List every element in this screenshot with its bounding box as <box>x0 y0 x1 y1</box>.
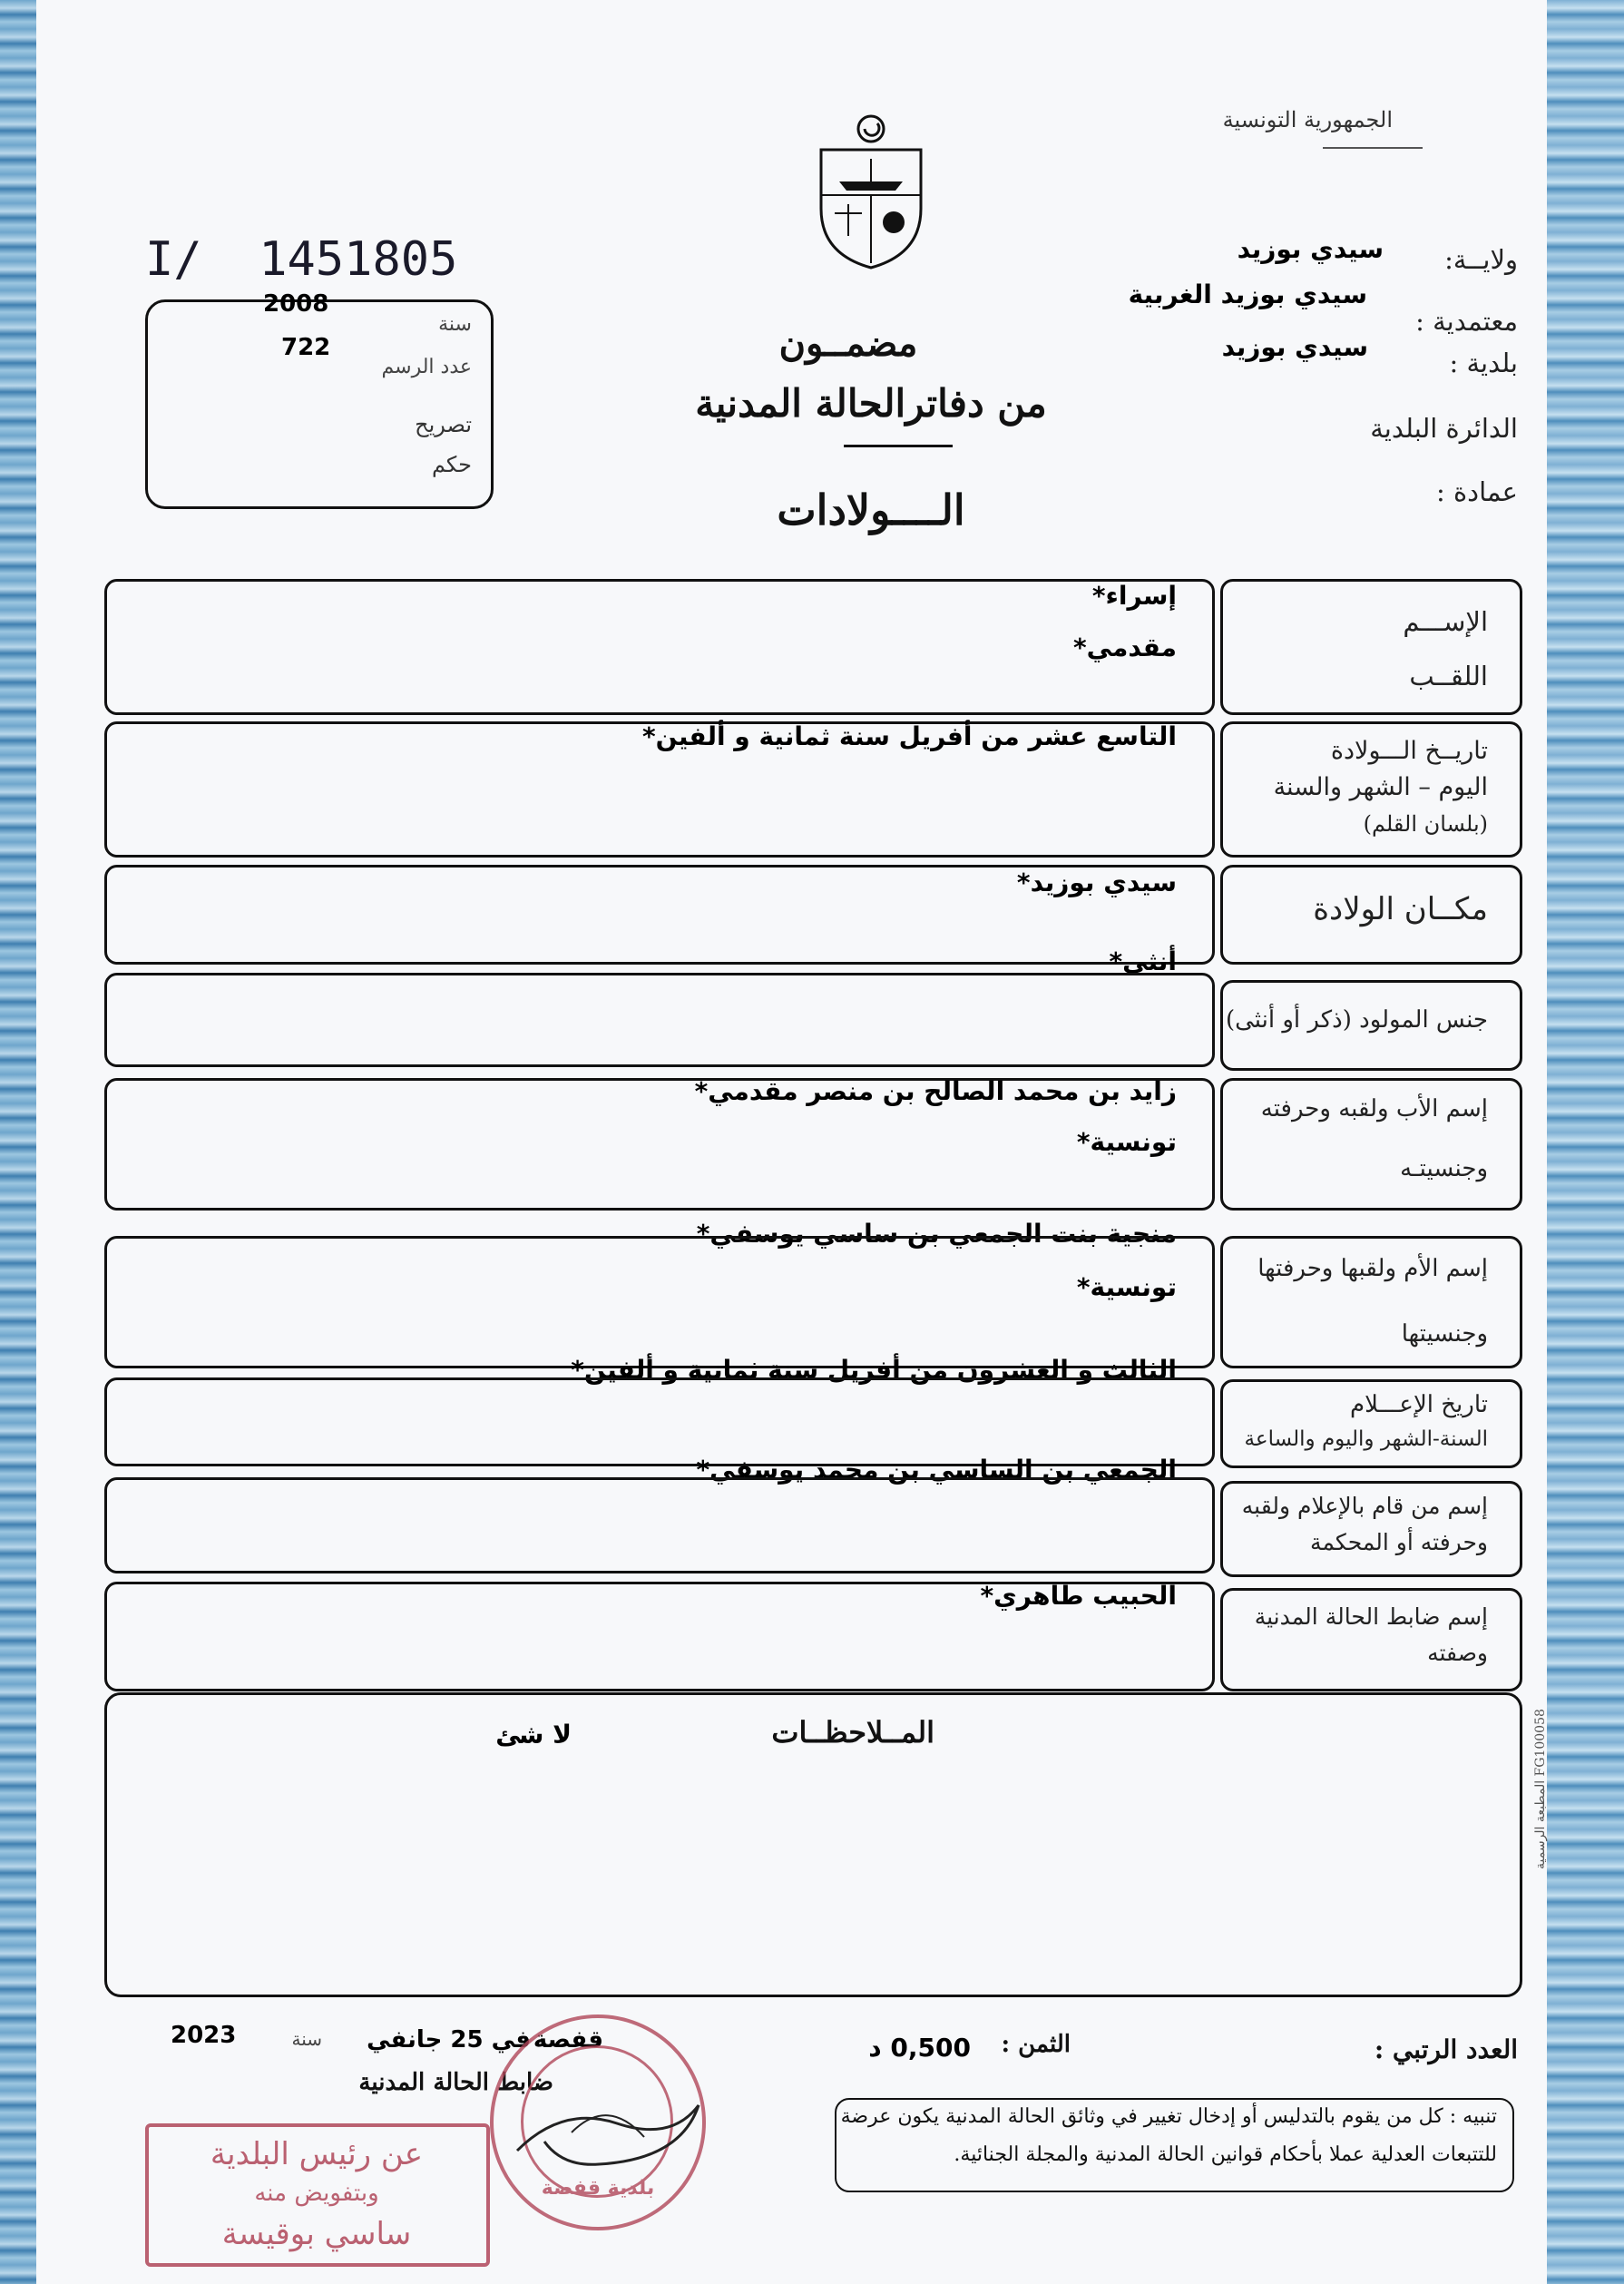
dob-label-1: تاريــخ الـــولادة <box>1330 737 1488 765</box>
stamp-line-1: عن رئيس البلدية <box>210 2136 424 2172</box>
stamp-line-3: ساسي بوقيسة <box>221 2216 412 2252</box>
issue-place: قفصة <box>533 2026 603 2054</box>
issue-date: في 25 جانفي <box>367 2026 531 2054</box>
title-births: الــــولادات <box>777 485 965 534</box>
sex-value: أنثى* <box>1109 946 1177 976</box>
omada-label: عمادة : <box>1435 476 1518 507</box>
declarant-label-2: وحرفته أو المحكمة <box>1310 1529 1488 1555</box>
officer-value: الحبيب طاهري* <box>980 1581 1177 1611</box>
act-number-label: عدد الرسم <box>381 356 472 378</box>
name-value-box <box>104 579 1215 715</box>
stamp-line-2: وبتفويض منه <box>254 2180 379 2207</box>
dob-value: التاسع عشر من أفريل سنة ثمانية و ألفين* <box>642 721 1177 751</box>
officer-label-1: إسم ضابط الحالة المدنية <box>1254 1603 1488 1630</box>
mother-nationality: تونسية* <box>1076 1272 1177 1302</box>
sex-value-box <box>104 973 1215 1067</box>
republic-label: الجمهورية التونسية <box>1222 107 1393 132</box>
mother-value: منجية بنت الجمعي بن ساسي يوسفي* <box>696 1219 1177 1249</box>
mootamadia-label: معتمدية : <box>1415 306 1518 337</box>
baladia-value: سيدي بوزيد <box>1221 332 1368 362</box>
act-number-value: 722 <box>281 334 331 361</box>
title-underline <box>844 445 953 447</box>
issue-year-value: 2023 <box>171 2022 237 2049</box>
republic-underline <box>1323 147 1423 149</box>
round-stamp-text: بلدية قفصة <box>541 2177 655 2200</box>
mother-label-2: وجنسيتها <box>1401 1320 1488 1348</box>
price-label: الثمن : <box>1001 2031 1071 2058</box>
document-number: I/ 1451805 <box>145 232 458 287</box>
name-label: الإســـم <box>1403 606 1488 637</box>
decorative-border-right <box>1547 0 1624 2284</box>
price-value: 0,500 د <box>868 2033 971 2063</box>
declaration-date-label-2: السنة-الشهر واليوم والساعة <box>1244 1427 1488 1451</box>
serial-number-label: العدد الرتبي : <box>1374 2034 1518 2064</box>
wilaya-value: سيدي بوزيد <box>1237 234 1384 264</box>
declarant-value: الجمعي بن الساسي بن محمد يوسفي* <box>696 1455 1177 1485</box>
printer-mark: المطبعة الرسمية FG100058 <box>1533 1709 1548 1869</box>
mootamadia-value: سيدي بوزيد الغربية <box>1128 279 1367 309</box>
judgment-label: حكم <box>431 452 472 477</box>
registration-year-label: سنة <box>438 313 472 336</box>
name-value: إسراء* <box>1091 581 1177 611</box>
father-nationality: تونسية* <box>1076 1127 1177 1157</box>
officer-label-2: وصفته <box>1427 1640 1488 1666</box>
baladia-label: بلدية : <box>1449 348 1518 378</box>
mother-label-1: إسم الأم ولقبها وحرفتها <box>1257 1255 1488 1282</box>
declaration-label: تصريح <box>415 412 472 437</box>
declarant-label-1: إسم من قام بالإعلام ولقبه <box>1241 1493 1488 1519</box>
warning-line-1: تنبيه : كل من يقوم بالتدليس أو إدخال تغيير في وثائق الحالة المدنية يكون عرضة <box>840 2105 1497 2128</box>
registration-year-value: 2008 <box>263 290 329 318</box>
warning-line-2: للتتبعات العدلية عملا بأحكام قوانين الحالة المدنية والمجلة الجنائية. <box>954 2143 1497 2166</box>
pob-label: مكــان الولادة <box>1313 891 1488 927</box>
name-label-box <box>1220 579 1522 715</box>
title-extract: مضمــون <box>778 322 918 365</box>
declaration-date-label-1: تاريخ الإعـــلام <box>1349 1391 1488 1418</box>
issue-year-label: سنة <box>291 2028 322 2050</box>
declaration-date-value: الثالث و العشرون من أفريل سنة ثمانية و ألفين* <box>571 1355 1177 1385</box>
sex-label: جنس المولود (ذكر أو أنثى) <box>1225 1006 1488 1034</box>
dob-label-2: اليوم – الشهر والسنة <box>1273 773 1488 801</box>
rectangular-mayor-stamp <box>145 2123 490 2267</box>
remarks-label: المــلاحظــات <box>771 1715 934 1750</box>
surname-label: اللقــب <box>1409 661 1488 691</box>
civil-officer-title: ضابط الحالة المدنية <box>358 2069 553 2096</box>
daira-label: الدائرة البلدية <box>1370 413 1518 444</box>
surname-value: مقدمي* <box>1073 632 1177 662</box>
father-value: زايد بن محمد الصالح بن منصر مقدمي* <box>694 1076 1177 1106</box>
signature-mark <box>508 2087 717 2178</box>
wilaya-label: ولايــة: <box>1444 244 1518 275</box>
dob-label-3: (بلسان القلم) <box>1363 811 1488 837</box>
declaration-date-value-box <box>104 1377 1215 1466</box>
declarant-value-box <box>104 1477 1215 1573</box>
title-civil-registers: من دفاترالحالة المدنية <box>695 381 1047 426</box>
father-label-2: وجنسيتـه <box>1400 1155 1488 1182</box>
coat-of-arms-emblem <box>812 109 930 272</box>
pob-value: سيدي بوزيد* <box>1016 868 1177 897</box>
remarks-value: لا شئ <box>495 1720 572 1750</box>
mother-value-box <box>104 1236 1215 1368</box>
father-label-1: إسم الأب ولقبه وحرفته <box>1260 1095 1488 1122</box>
